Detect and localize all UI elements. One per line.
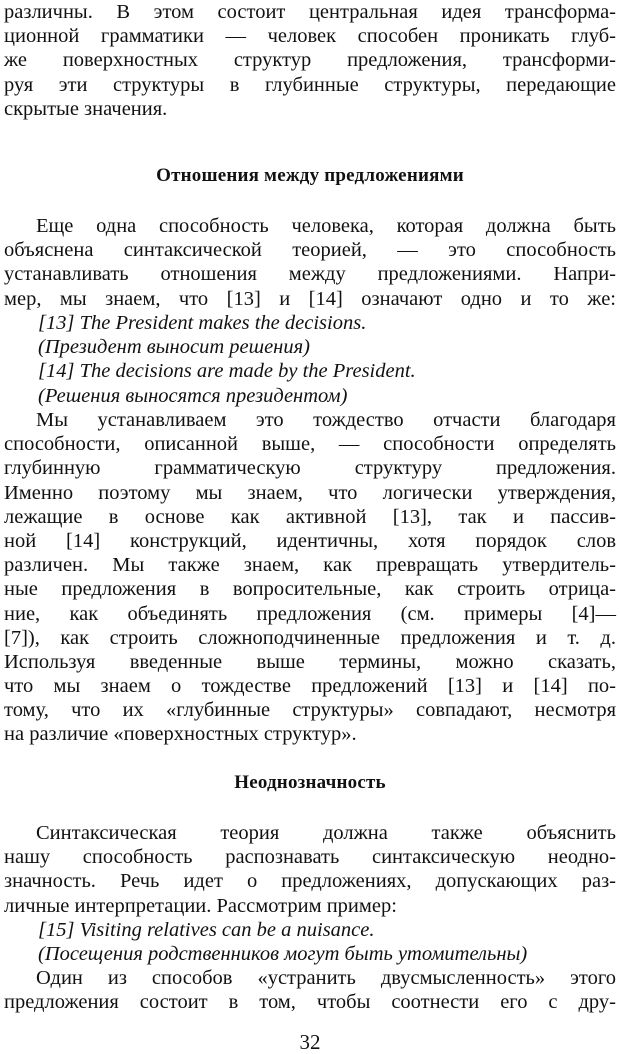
text-line: Используя введенные выше термины, можно сказать, xyxy=(4,650,616,673)
text-line: объяснена синтаксической теорией, — это способность xyxy=(4,239,616,262)
example-line: [14] The decisions are made by the President. xyxy=(38,360,416,383)
text-line: [7]), как строить сложноподчиненные предложения и т. д. xyxy=(4,626,616,649)
text-line: Один из способов «устранить двусмысленность» этого xyxy=(36,967,616,989)
text-line: ционной грамматики — человек способен проникать глуб- xyxy=(4,25,616,48)
text-line: устанавливать отношения между предложениями. Напри- xyxy=(4,263,616,286)
page-number: 32 xyxy=(299,1030,321,1054)
example-line: [13] The President makes the decisions. xyxy=(38,312,367,334)
text-line: нашу способность распознавать синтаксическую неодно- xyxy=(4,846,616,869)
section1-paragraph-2 xyxy=(4,408,616,747)
example-line: [15] Visiting relatives can be a nuisance. xyxy=(38,919,375,941)
text-line: различен. Мы также знаем, как превращать утвердитель- xyxy=(4,554,616,577)
text-line: что мы знаем о тождестве предложений [13] и [14] по- xyxy=(4,675,616,698)
text-line: скрытые значения. xyxy=(4,97,168,120)
text-line: на различие «поверхностных структур». xyxy=(4,723,357,746)
text-line: мер, мы знаем, что [13] и [14] означают одно и то же: xyxy=(4,287,616,310)
examples-block-2 xyxy=(4,918,616,966)
text-line: различны. В этом состоит центральная идея трансформа- xyxy=(4,1,616,23)
intro-paragraph xyxy=(4,0,616,121)
text-line: лежащие в основе как активной [13], так и пассив- xyxy=(4,505,616,528)
section-heading: Неоднозначность xyxy=(234,772,386,793)
text-line: значность. Речь идет о предложениях, допускающих раз- xyxy=(4,870,616,893)
text-line: Синтаксическая теория должна также объяснить xyxy=(36,822,616,844)
examples-block xyxy=(4,311,616,408)
section2-paragraph xyxy=(4,821,616,918)
text-line: предложения состоит в том, чтобы соотнести его с дру- xyxy=(4,991,616,1014)
text-line: ние, как объединять предложения (см. примеры [4]— xyxy=(4,602,616,625)
example-line: (Посещения родственников могут быть утомительны) xyxy=(38,943,528,966)
text-line: тому, что их «глубинные структуры» совпадают, несмотря xyxy=(4,699,616,722)
text-line: Именно поэтому мы знаем, что логически утверждения, xyxy=(4,481,616,504)
text-line: руя эти структуры в глубинные структуры, передающие xyxy=(4,73,616,96)
example-line: (Решения выносятся президентом) xyxy=(38,384,348,407)
section-heading: Отношения между предложениями xyxy=(156,165,464,186)
section2-paragraph-2 xyxy=(4,966,616,1014)
text-line: ные предложения в вопросительные, как строить отрица- xyxy=(4,578,616,601)
section1-paragraph xyxy=(4,214,616,311)
text-line: личные интерпретации. Рассмотрим пример: xyxy=(4,894,397,917)
text-line: Мы устанавливаем это тождество отчасти благодаря xyxy=(36,409,616,431)
text-line: же поверхностных структур предложения, трансформи- xyxy=(4,49,616,72)
text-line: Еще одна способность человека, которая должна быть xyxy=(36,215,616,237)
text-line: глубинную грамматическую структуру предложения. xyxy=(4,457,616,480)
text-line: ной [14] конструкций, идентичны, хотя порядок слов xyxy=(4,529,616,552)
example-line: (Президент выносит решения) xyxy=(38,336,310,359)
text-line: способности, описанной выше, — способности определять xyxy=(4,433,616,456)
